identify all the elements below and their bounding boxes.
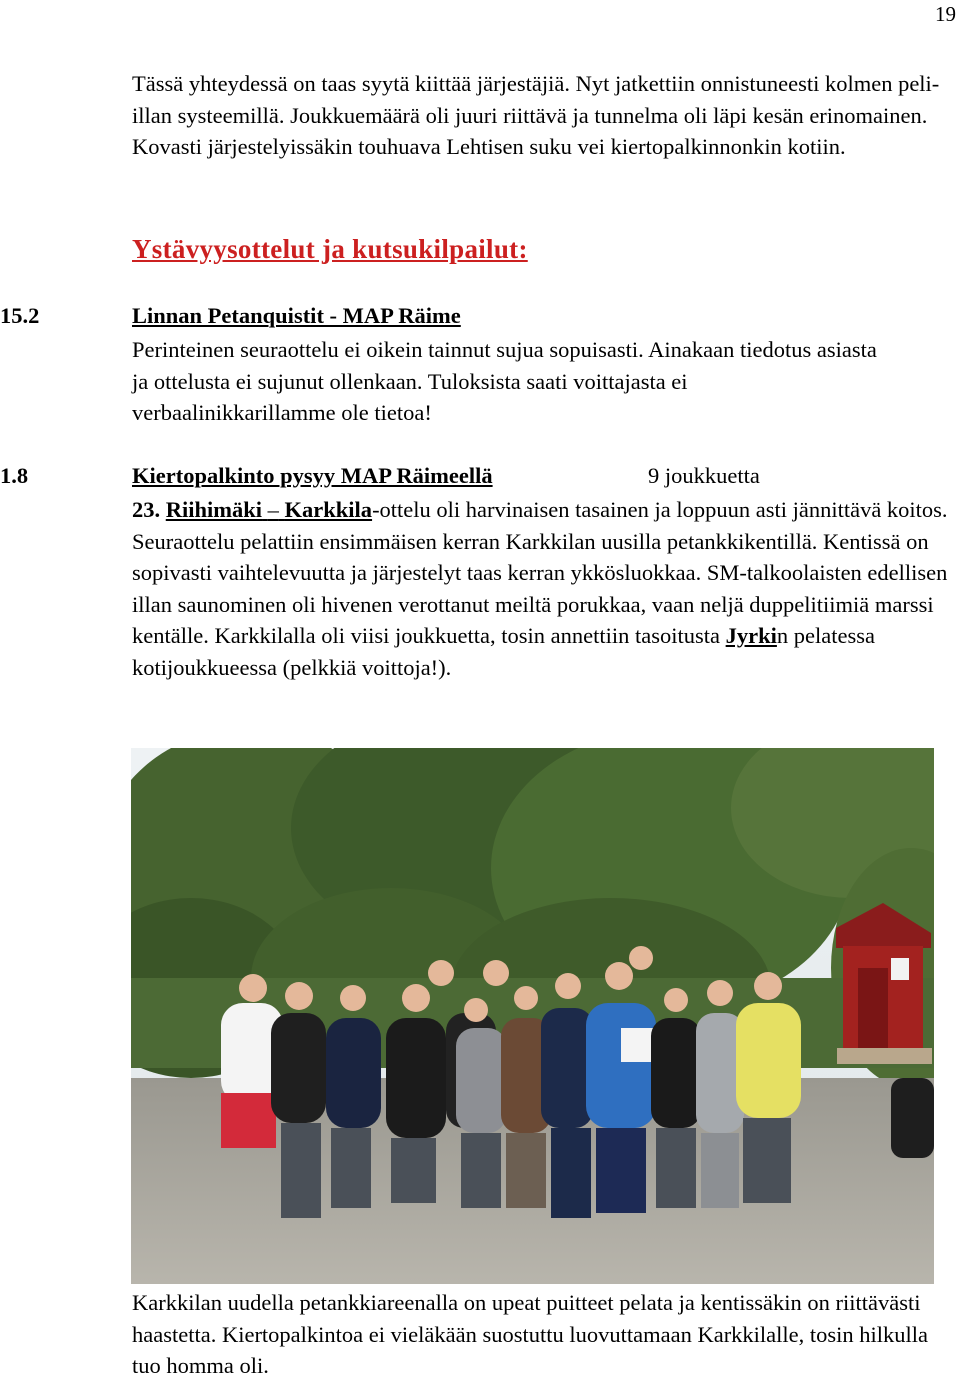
photo-bag [891, 1078, 934, 1158]
photo-caption: Karkkilan uudella petankkiareenalla on upeat puitteet pelata ja kentissäkin on riittävästi haastetta. Kiertopalkintoa ei vieläkään suostuttu luovuttamaan Karkkilalle, tosin hilkulla tuo homma oli. [132, 1290, 929, 1378]
intro-paragraph: Tässä yhteydessä on taas syytä kiittää järjestäjiä. Nyt jatkettiin onnistuneesti kolmen peli-illan systeemillä. Joukkuemäärä oli juuri riittävä ja tunnelma oli läpi kesän erinomainen. Kovasti järjestelyissäkin touhuava Lehtisen suku vei kiertopalkinnonkin kotiin. [132, 71, 940, 159]
page-number: 19 [935, 2, 956, 26]
match-dash: – [267, 497, 279, 522]
section1-text: Perinteinen seuraottelu ei oikein tainnut sujua sopuisasti. Ainakaan tiedotus asiasta ja ottelusta ei sujunut ollenkaan. Tuloksista saati voittajasta ei verbaalinikkarillamme ole tietoa! [132, 337, 877, 425]
section2-title: Kiertopalkinto pysyy MAP Räimeellä [132, 463, 493, 488]
match-date: 23. [132, 497, 161, 522]
player-name: Jyrki [725, 623, 777, 648]
section2-teams: 9 joukkuetta [648, 463, 760, 488]
photo-shed [836, 903, 932, 1064]
match-home-team: Riihimäki [165, 497, 263, 522]
section2-number: 1.8 [0, 463, 29, 488]
section1-title: Linnan Petanquistit - MAP Räime [132, 303, 461, 328]
section2-body-b: n pelatessa kotijoukkueessa (pelkkiä voittoja!). [132, 623, 875, 680]
group-photo [131, 748, 934, 1284]
section2-text [132, 494, 952, 683]
section2-body-a: -ottelu oli harvinaisen tasainen ja loppuun asti jännittävä koitos. Seuraottelu pelattiin ensimmäisen kerran Karkkilan uusilla petankkikentillä. Kentissä on sopivasti vaihtelevuutta ja järjestelyt taas kerran ykkösluokkaa. SM-talkoolaisten edellisen illan saunominen oli hivenen verottanut meiltä porukkaa, vaan neljä duppelitiimiä marssi kentälle. Karkkilalla oli viisi joukkuetta, tosin annettiin tasoitusta [132, 497, 948, 648]
section-heading: Ystävyysottelut ja kutsukilpailut: [132, 234, 528, 264]
match-away-team: Karkkila [284, 497, 373, 522]
section1-number: 15.2 [0, 303, 40, 328]
